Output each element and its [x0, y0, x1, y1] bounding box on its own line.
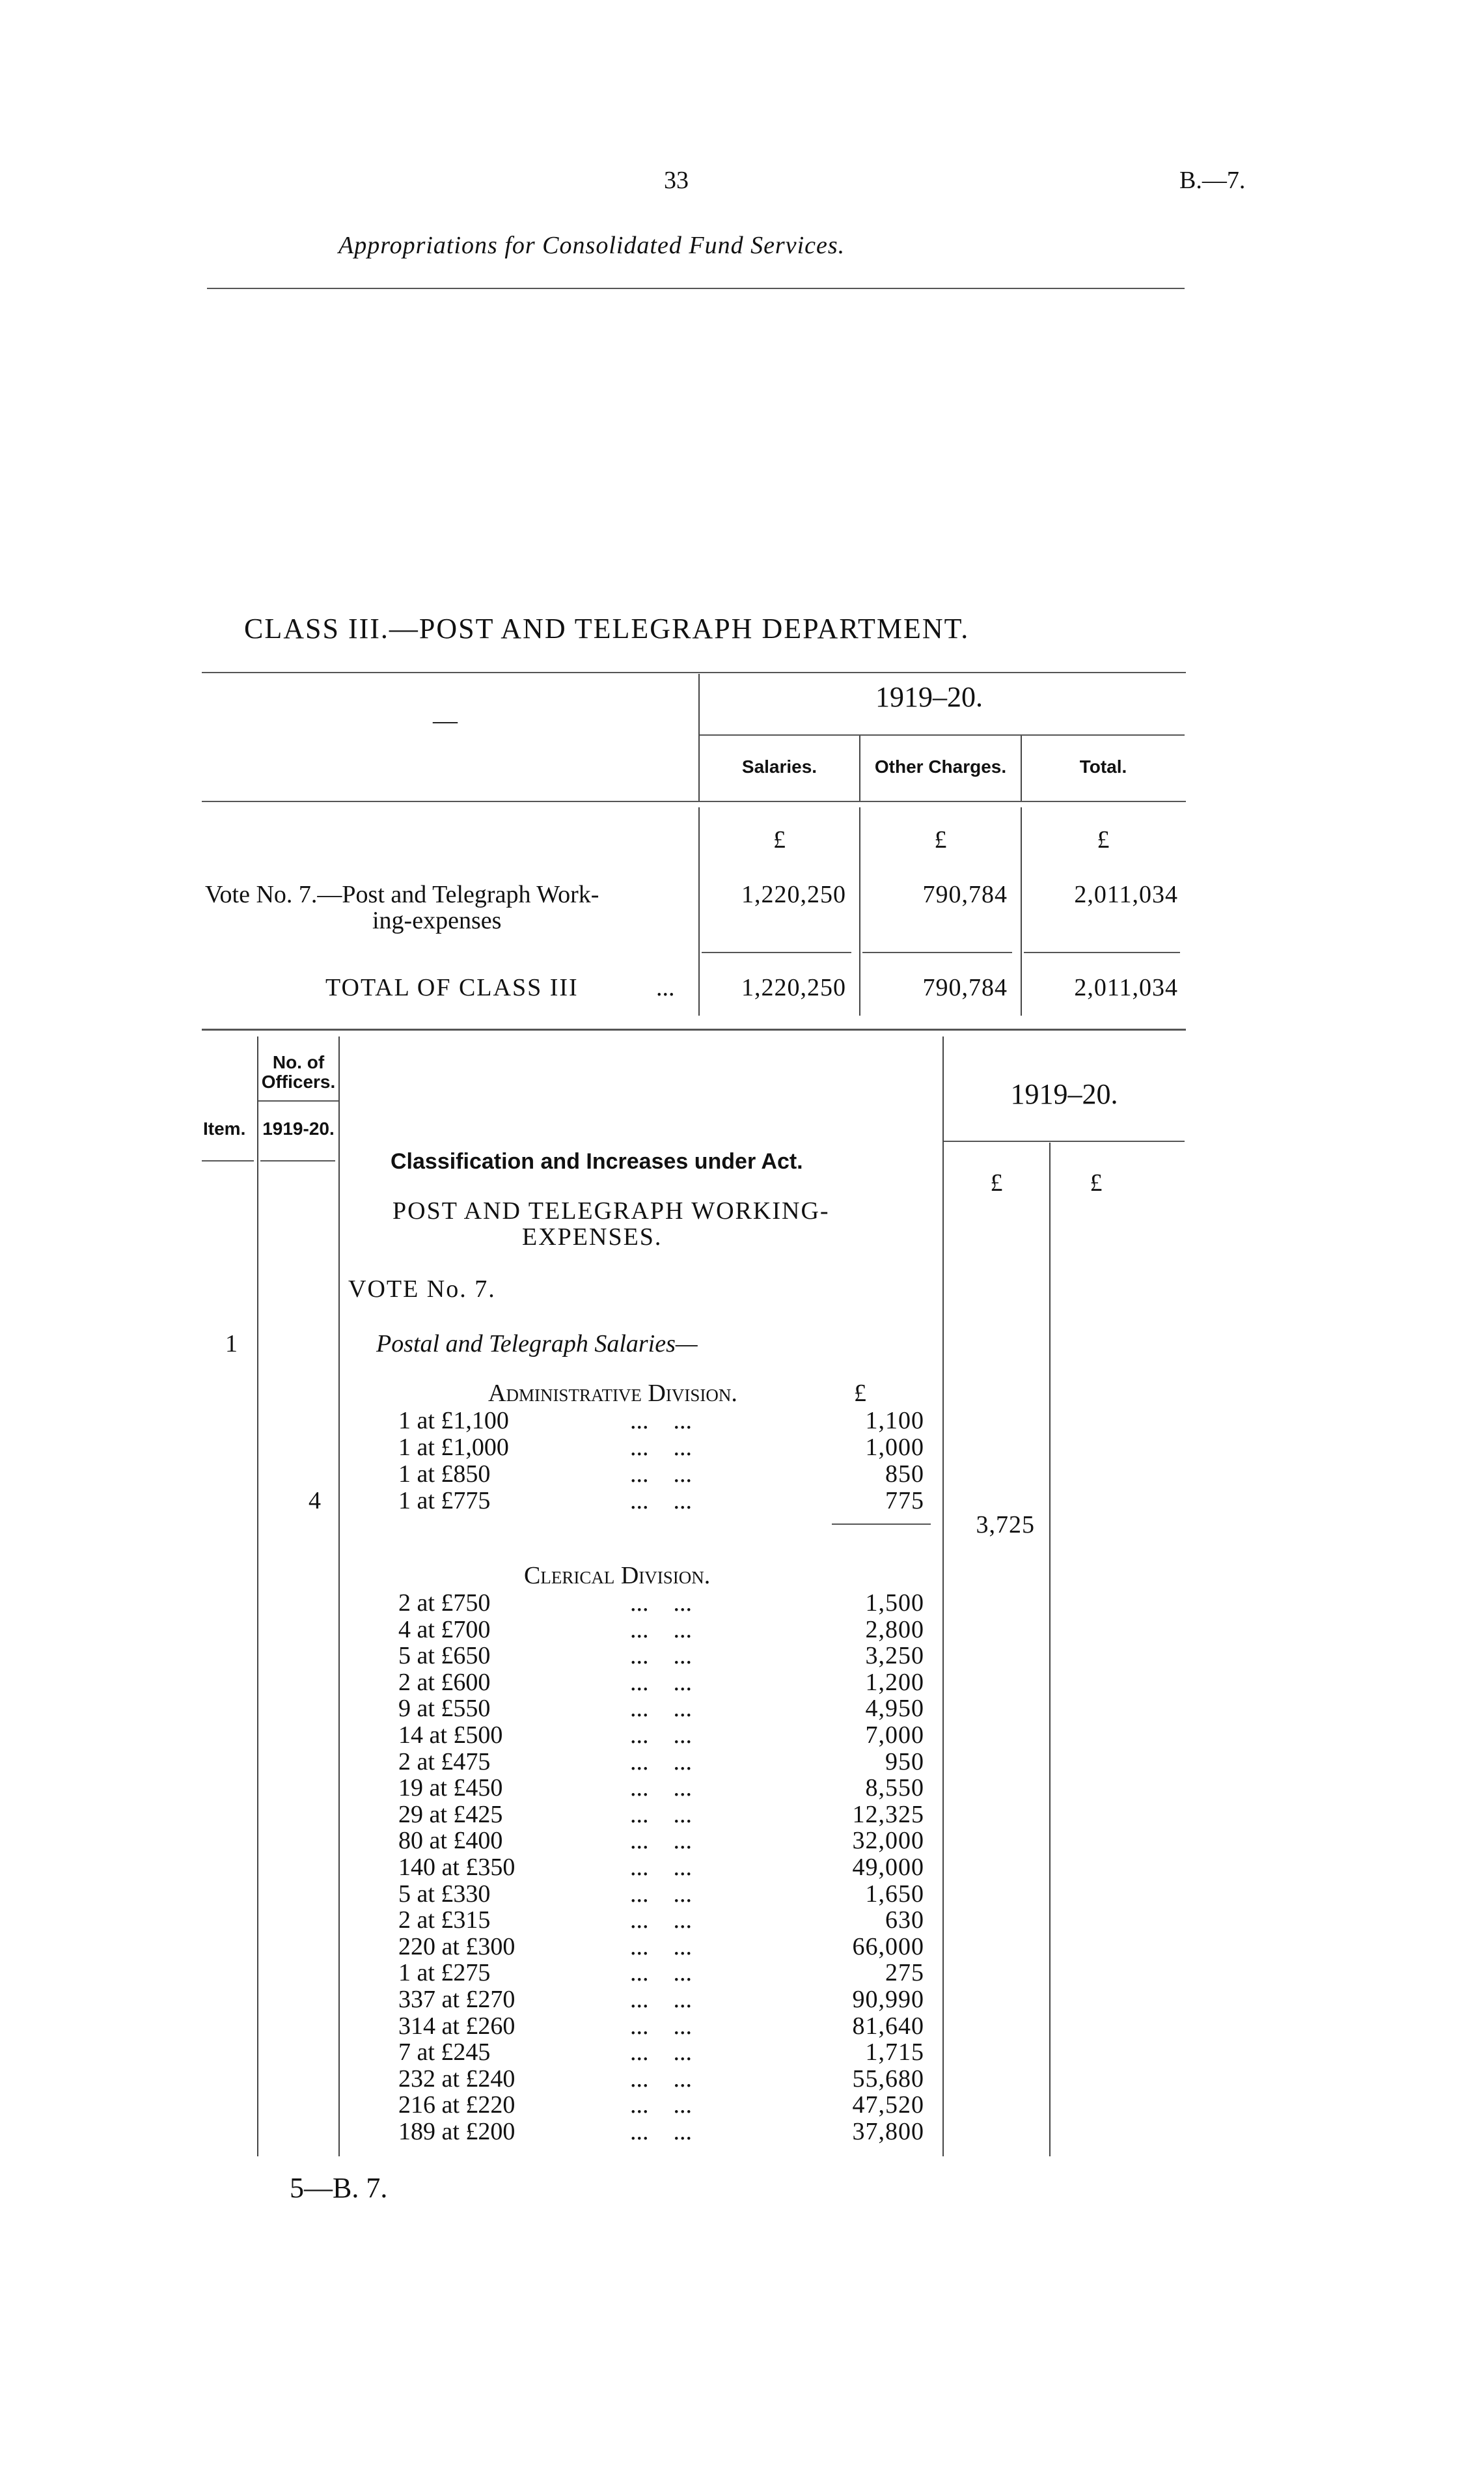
table-bottom-rule — [202, 1029, 1186, 1031]
item-header-rule — [202, 1160, 254, 1161]
year-header: 1919–20. — [875, 681, 983, 713]
document-reference: B.—7. — [1179, 167, 1246, 194]
clerical-row-label: 337 at £270 — [398, 1986, 515, 2013]
total-other: 790,784 — [922, 974, 1008, 1001]
detail-vrule-amount — [942, 1036, 944, 2156]
officers-year-rule — [260, 1160, 335, 1161]
footer-signature: 5—B. 7. — [290, 2172, 388, 2204]
section-title: Postal and Telegraph Salaries— — [376, 1330, 698, 1357]
clerical-row-amount: 950 — [885, 1747, 924, 1775]
clerical-row-label: 220 at £300 — [398, 1932, 515, 1960]
subtotal-rule-3 — [1024, 952, 1180, 953]
clerical-row-leader: ... ... — [630, 1986, 692, 2013]
vote-total: 2,011,034 — [1074, 881, 1178, 908]
clerical-row-label: 1 at £275 — [398, 1959, 491, 1987]
clerical-row-label: 2 at £600 — [398, 1668, 491, 1696]
clerical-row-leader: ... ... — [630, 1854, 692, 1881]
col-total: Total. — [1079, 757, 1127, 777]
clerical-row-amount: 32,000 — [852, 1827, 924, 1855]
clerical-row-amount: 2,800 — [865, 1615, 924, 1643]
clerical-row-label: 80 at £400 — [398, 1827, 503, 1855]
total-class-label: TOTAL OF CLASS III — [325, 974, 579, 1001]
clerical-row-leader: ... ... — [630, 1642, 692, 1670]
clerical-row-label: 29 at £425 — [398, 1800, 503, 1828]
clerical-row-leader: ... ... — [630, 1615, 692, 1643]
clerical-row-amount: 81,640 — [852, 2012, 924, 2040]
col-year-header-small: 1919-20. — [262, 1119, 335, 1139]
admin-row-leader: ... ... — [630, 1407, 692, 1434]
item-number: 1 — [225, 1330, 238, 1357]
clerical-row-leader: ... ... — [630, 1906, 692, 1934]
clerical-row-leader: ... ... — [630, 1800, 692, 1828]
admin-row-label: 1 at £775 — [398, 1487, 491, 1514]
clerical-row-label: 7 at £245 — [398, 2038, 491, 2066]
clerical-row-leader: ... ... — [630, 1774, 692, 1802]
clerical-row-leader: ... ... — [630, 2065, 692, 2093]
col-other-charges: Other Charges. — [874, 757, 1007, 777]
total-class-dots: ... — [656, 974, 675, 1001]
vote-salaries: 1,220,250 — [741, 881, 846, 908]
clerical-row-label: 216 at £220 — [398, 2091, 515, 2119]
detail-heading: Classification and Increases under Act. — [391, 1149, 803, 1174]
subtotal-rule-1 — [702, 952, 851, 953]
admin-division-title: Administrative Division. — [488, 1380, 737, 1407]
currency-total: £ — [1097, 826, 1110, 854]
clerical-row-amount: 12,325 — [852, 1800, 924, 1828]
clerical-row-label: 2 at £475 — [398, 1747, 491, 1775]
officers-header-rule — [258, 1100, 338, 1102]
admin-row-label: 1 at £1,000 — [398, 1434, 509, 1461]
admin-subtotal-rule — [832, 1523, 931, 1525]
admin-officers-count: 4 — [309, 1487, 321, 1514]
clerical-row-leader: ... ... — [630, 1721, 692, 1749]
clerical-row-label: 2 at £315 — [398, 1906, 491, 1934]
table-top-rule — [202, 672, 1186, 673]
admin-total: 3,725 — [976, 1511, 1035, 1538]
detail-year-rule — [944, 1141, 1185, 1142]
clerical-row-leader: ... ... — [630, 1932, 692, 1960]
vote-other: 790,784 — [922, 881, 1008, 908]
clerical-row-amount: 630 — [885, 1906, 924, 1934]
admin-row-amount: 850 — [885, 1460, 924, 1488]
clerical-row-label: 232 at £240 — [398, 2065, 515, 2093]
clerical-row-leader: ... ... — [630, 2091, 692, 2119]
clerical-row-amount: 1,200 — [865, 1668, 924, 1696]
admin-row-leader: ... ... — [630, 1434, 692, 1461]
detail-subheading: POST AND TELEGRAPH WORKING- — [392, 1197, 830, 1225]
clerical-row-leader: ... ... — [630, 2038, 692, 2066]
vote-label: Vote No. 7.—Post and Telegraph Work- — [205, 881, 599, 908]
clerical-row-amount: 37,800 — [852, 2118, 924, 2145]
page-number: 33 — [664, 167, 689, 194]
clerical-row-leader: ... ... — [630, 2012, 692, 2040]
clerical-row-label: 189 at £200 — [398, 2118, 515, 2145]
clerical-row-amount: 1,500 — [865, 1589, 924, 1617]
clerical-row-label: 2 at £750 — [398, 1589, 491, 1617]
clerical-row-leader: ... ... — [630, 1747, 692, 1775]
clerical-row-label: 19 at £450 — [398, 1774, 503, 1802]
total-salaries: 1,220,250 — [741, 974, 846, 1001]
clerical-row-amount: 55,680 — [852, 2065, 924, 2093]
clerical-row-leader: ... ... — [630, 1880, 692, 1908]
clerical-row-amount: 4,950 — [865, 1695, 924, 1723]
admin-row-label: 1 at £1,100 — [398, 1407, 509, 1434]
class-heading: CLASS III.—POST AND TELEGRAPH DEPARTMENT. — [244, 613, 970, 645]
clerical-row-amount: 49,000 — [852, 1854, 924, 1881]
clerical-row-amount: 90,990 — [852, 1986, 924, 2013]
header-rule — [207, 288, 1185, 289]
clerical-row-amount: 1,715 — [865, 2038, 924, 2066]
col-salaries: Salaries. — [741, 757, 818, 777]
clerical-row-label: 9 at £550 — [398, 1695, 491, 1723]
admin-row-amount: 775 — [885, 1487, 924, 1514]
admin-row-amount: 1,100 — [865, 1407, 924, 1434]
table-vrule-label — [698, 674, 700, 801]
clerical-row-amount: 8,550 — [865, 1774, 924, 1802]
clerical-row-amount: 275 — [885, 1959, 924, 1987]
running-title: Appropriations for Consolidated Fund Services. — [338, 232, 845, 259]
clerical-row-amount: 47,520 — [852, 2091, 924, 2119]
clerical-row-leader: ... ... — [630, 1589, 692, 1617]
detail-vrule-item — [257, 1036, 258, 2156]
year-rule — [700, 734, 1185, 736]
vote-label-cont: ing-expenses — [372, 907, 502, 934]
currency-salaries: £ — [773, 826, 786, 854]
detail-currency-1: £ — [990, 1169, 1003, 1197]
clerical-row-label: 5 at £330 — [398, 1880, 491, 1908]
admin-row-label: 1 at £850 — [398, 1460, 491, 1488]
clerical-row-amount: 7,000 — [865, 1721, 924, 1749]
detail-vrule-officers — [338, 1036, 340, 2156]
clerical-row-leader: ... ... — [630, 1695, 692, 1723]
clerical-division-title: Clerical Division. — [524, 1562, 711, 1589]
detail-vrule-total — [1049, 1143, 1051, 2156]
clerical-row-label: 4 at £700 — [398, 1615, 491, 1643]
detail-year-header: 1919–20. — [1010, 1078, 1118, 1110]
clerical-row-label: 314 at £260 — [398, 2012, 515, 2040]
admin-row-leader: ... ... — [630, 1460, 692, 1488]
header-bottom-rule — [202, 801, 1186, 802]
clerical-row-amount: 66,000 — [852, 1932, 924, 1960]
vote-number: VOTE No. 7. — [348, 1275, 496, 1303]
admin-row-leader: ... ... — [630, 1487, 692, 1514]
clerical-row-leader: ... ... — [630, 1668, 692, 1696]
clerical-row-leader: ... ... — [630, 2118, 692, 2145]
clerical-row-leader: ... ... — [630, 1827, 692, 1855]
col-item-header: Item. — [203, 1119, 246, 1139]
stub-dash: — — [433, 707, 458, 734]
currency-other: £ — [934, 826, 947, 854]
detail-currency-2: £ — [1090, 1169, 1103, 1197]
clerical-row-amount: 1,650 — [865, 1880, 924, 1908]
clerical-row-label: 140 at £350 — [398, 1854, 515, 1881]
total-total: 2,011,034 — [1074, 974, 1178, 1001]
col-officers-header: No. of — [272, 1052, 325, 1072]
clerical-row-label: 5 at £650 — [398, 1642, 491, 1670]
clerical-row-amount: 3,250 — [865, 1642, 924, 1670]
clerical-row-label: 14 at £500 — [398, 1721, 503, 1749]
detail-subheading-cont: EXPENSES. — [522, 1223, 663, 1251]
clerical-row-leader: ... ... — [630, 1959, 692, 1987]
admin-row-amount: 1,000 — [865, 1434, 924, 1461]
col-officers-header-2: Officers. — [261, 1072, 336, 1092]
admin-currency: £ — [854, 1380, 866, 1407]
subtotal-rule-2 — [862, 952, 1012, 953]
